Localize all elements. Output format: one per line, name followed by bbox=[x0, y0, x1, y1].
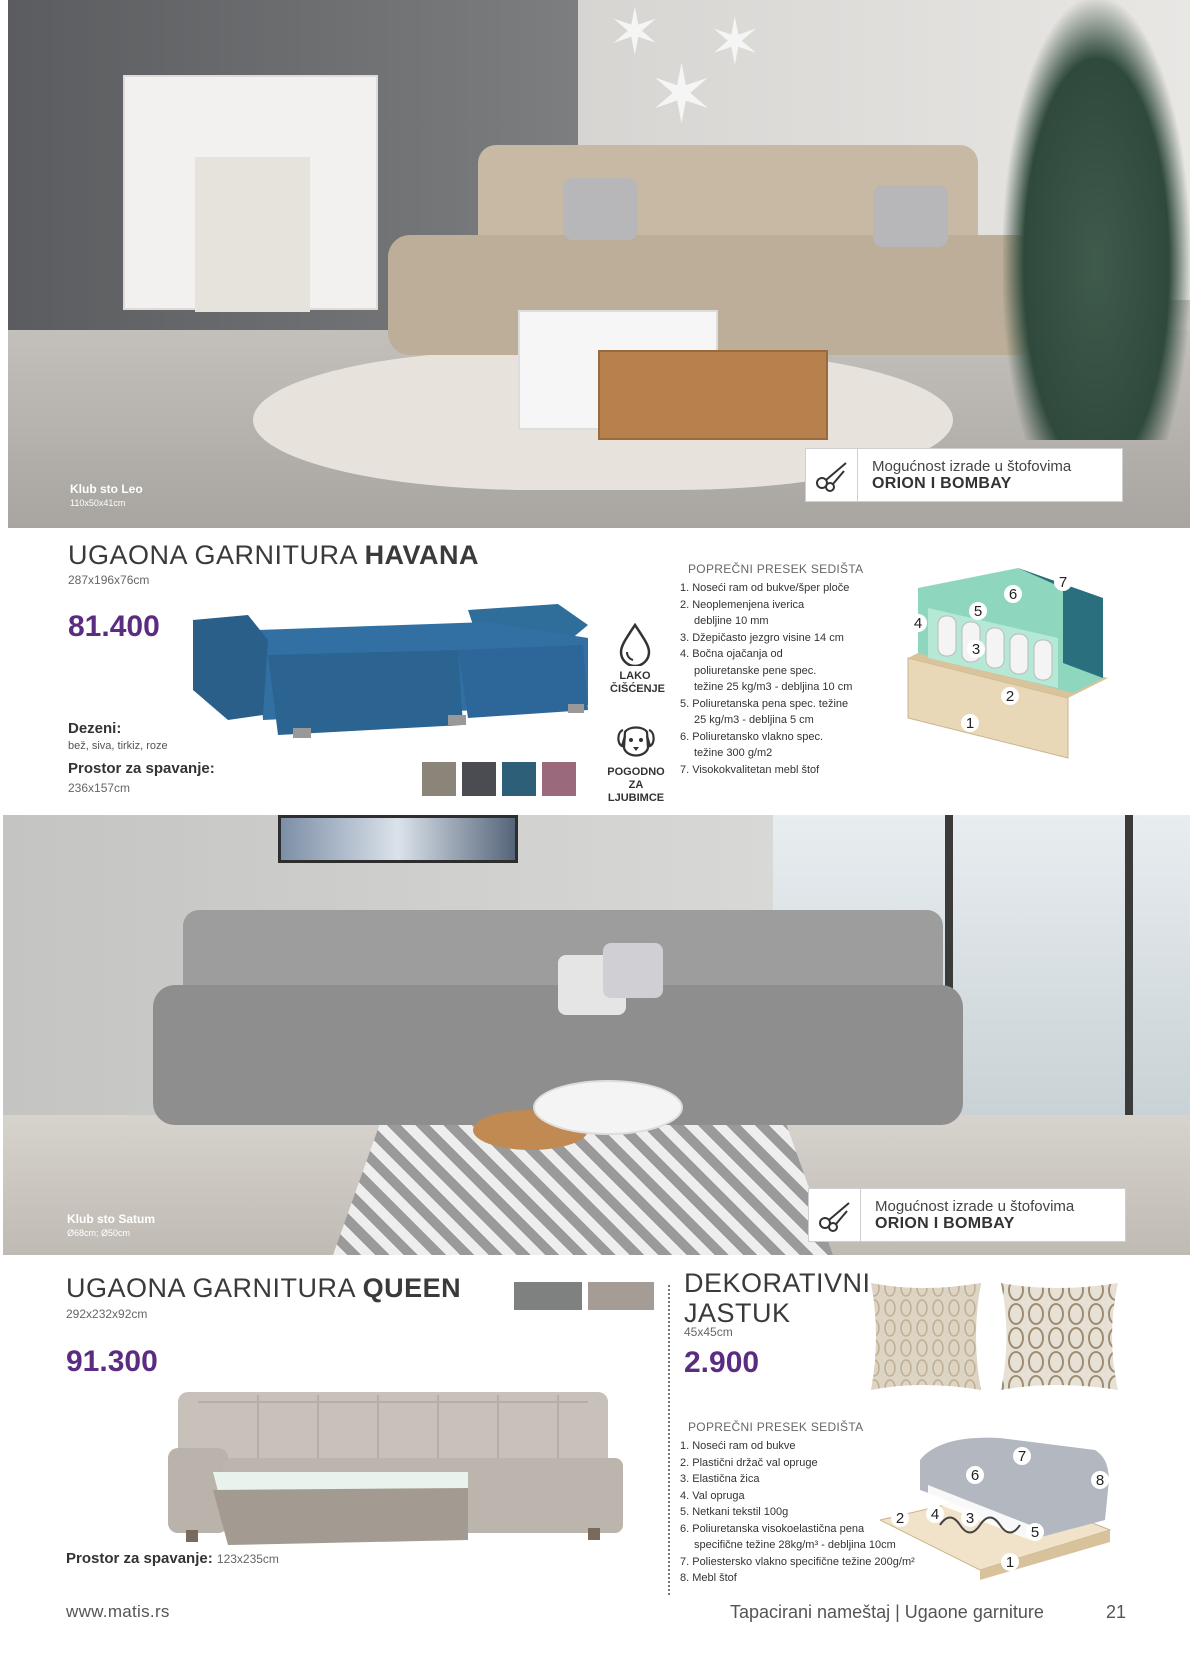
queen-section-title: POPREČNI PRESEK SEDIŠTA bbox=[688, 1420, 864, 1434]
havana-sofa-image bbox=[188, 600, 593, 742]
list-item: 7. Visokokvalitetan mebl štof bbox=[680, 763, 820, 776]
swatch-pink bbox=[542, 762, 576, 796]
pet-friendly-feature: POGODNO ZA LJUBIMCE bbox=[600, 722, 672, 805]
easy-cleaning-feature: LAKO ČIŠĆENJE bbox=[610, 622, 660, 696]
table-caption: Klub sto Leo bbox=[70, 482, 143, 496]
list-item: 8. Mebl štof bbox=[680, 1572, 737, 1584]
svg-text:6: 6 bbox=[1008, 586, 1018, 603]
fabric-line2: ORION I BOMBAY bbox=[872, 474, 1012, 492]
svg-text:1: 1 bbox=[965, 715, 975, 732]
swatch-teal bbox=[502, 762, 536, 796]
svg-text:7: 7 bbox=[1017, 1448, 1027, 1465]
scissors-icon bbox=[806, 449, 858, 501]
list-item: 5. Netkani tekstil 100g bbox=[680, 1506, 789, 1518]
list-item: poliuretanske pene spec. bbox=[694, 664, 817, 677]
pillow bbox=[563, 178, 638, 240]
svg-text:2: 2 bbox=[895, 1510, 905, 1527]
list-item: 1. Noseći ram od bukve bbox=[680, 1440, 796, 1452]
website-link[interactable]: www.matis.rs bbox=[66, 1602, 170, 1621]
list-item: 6. Poliuretansko vlakno spec. bbox=[680, 730, 824, 743]
queen-sleep-label: Prostor za spavanje: 123x235cm bbox=[66, 1550, 279, 1567]
fireplace bbox=[123, 75, 378, 310]
havana-cross-section-diagram bbox=[898, 568, 1118, 760]
water-drop-icon bbox=[615, 622, 655, 666]
list-item: 2. Neoplemenjena iverica bbox=[680, 598, 805, 611]
havana-sleep-value: 236x157cm bbox=[68, 781, 131, 795]
divider bbox=[668, 1285, 670, 1595]
christmas-tree bbox=[1003, 0, 1190, 440]
svg-text:5: 5 bbox=[1030, 1524, 1040, 1541]
havana-dims: 287x196x76cm bbox=[68, 573, 150, 587]
havana-section-list bbox=[680, 580, 880, 778]
list-item: 6. Poliuretanska visokoelastična pena bbox=[680, 1522, 865, 1535]
painting bbox=[278, 815, 518, 863]
scissors-icon bbox=[809, 1189, 861, 1241]
list-item: 7. Poliestersko vlakno specifične težine 200g/m² bbox=[680, 1555, 915, 1568]
table-dims: Ø68cm; Ø50cm bbox=[67, 1228, 131, 1238]
svg-text:4: 4 bbox=[930, 1506, 940, 1523]
table-caption: Klub sto Satum bbox=[67, 1212, 156, 1226]
pillow bbox=[873, 185, 948, 247]
coffee-table-white bbox=[533, 1080, 683, 1135]
swatch-gray bbox=[462, 762, 496, 796]
pillow-price: 2.900 bbox=[684, 1346, 760, 1379]
queen-title: UGAONA GARNITURA QUEEN bbox=[66, 1273, 462, 1303]
svg-text:3: 3 bbox=[965, 1510, 975, 1527]
queen-sofa-image bbox=[168, 1380, 628, 1550]
page-number: 21 bbox=[1106, 1602, 1127, 1622]
list-item: 1. Noseći ram od bukve/šper ploče bbox=[680, 582, 850, 594]
hero-image-havana-room bbox=[8, 0, 1190, 528]
coffee-table-wood bbox=[598, 350, 828, 440]
list-item: 3. Džepičasto jezgro visine 14 cm bbox=[680, 631, 844, 644]
havana-dezeni-value: bež, siva, tirkiz, roze bbox=[68, 740, 168, 752]
svg-text:7: 7 bbox=[1058, 574, 1068, 591]
table-dims: 110x50x41cm bbox=[70, 498, 126, 508]
list-item: težine 300 g/m2 bbox=[694, 747, 773, 759]
star-decoration-icon: ✶ bbox=[648, 50, 716, 139]
svg-text:1: 1 bbox=[1005, 1554, 1015, 1571]
list-item: 3. Elastična žica bbox=[680, 1473, 760, 1485]
pillow-dims: 45x45cm bbox=[684, 1325, 733, 1339]
svg-text:3: 3 bbox=[971, 641, 981, 658]
hero-image-queen-room bbox=[3, 815, 1190, 1255]
pillows-image bbox=[866, 1278, 1126, 1396]
pillow-title: DEKORATIVNI JASTUK bbox=[684, 1268, 871, 1328]
svg-text:6: 6 bbox=[970, 1467, 980, 1484]
havana-price: 81.400 bbox=[68, 610, 160, 643]
fabric-line2: ORION I BOMBAY bbox=[875, 1214, 1015, 1232]
svg-text:4: 4 bbox=[913, 615, 923, 632]
footer-category: Tapacirani nameštaj | Ugaone garniture bbox=[730, 1602, 1044, 1622]
fabric-line1: Mogućnost izrade u štofovima bbox=[875, 1197, 1075, 1215]
queen-dims: 292x232x92cm bbox=[66, 1307, 148, 1321]
queen-cross-section-diagram bbox=[880, 1430, 1130, 1580]
queen-price: 91.300 bbox=[66, 1345, 158, 1378]
fabric-options-box bbox=[808, 1188, 1126, 1242]
svg-text:8: 8 bbox=[1095, 1472, 1105, 1489]
svg-text:2: 2 bbox=[1005, 688, 1015, 705]
star-decoration-icon: ✶ bbox=[708, 6, 762, 78]
pillow bbox=[603, 943, 663, 998]
fabric-line1: Mogućnost izrade u štofovima bbox=[872, 457, 1072, 475]
list-item: 5. Poliuretanska pena spec. težine bbox=[680, 697, 849, 710]
list-item: 2. Plastični držač val opruge bbox=[680, 1456, 818, 1469]
list-item: specifične težine 28kg/m³ - debljina 10cm bbox=[694, 1539, 896, 1551]
list-item: 4. Val opruga bbox=[680, 1489, 745, 1502]
swatch-beige bbox=[422, 762, 456, 796]
swatch-beige bbox=[588, 1282, 654, 1310]
star-decoration-icon: ✶ bbox=[608, 0, 662, 68]
list-item: 25 kg/m3 - debljina 5 cm bbox=[694, 714, 814, 726]
dog-icon bbox=[615, 722, 657, 762]
havana-title: UGAONA GARNITURA HAVANA bbox=[68, 540, 480, 570]
list-item: 4. Bočna ojačanja od bbox=[680, 648, 783, 660]
fabric-options-box bbox=[805, 448, 1123, 502]
swatch-gray bbox=[514, 1282, 582, 1310]
havana-sleep-label: Prostor za spavanje: bbox=[68, 760, 215, 777]
havana-section-title: POPREČNI PRESEK SEDIŠTA bbox=[688, 562, 864, 576]
list-item: debljine 10 mm bbox=[694, 615, 769, 627]
havana-dezeni-label: Dezeni: bbox=[68, 720, 122, 737]
list-item: težine 25 kg/m3 - debljina 10 cm bbox=[694, 681, 853, 693]
svg-text:5: 5 bbox=[973, 603, 983, 620]
